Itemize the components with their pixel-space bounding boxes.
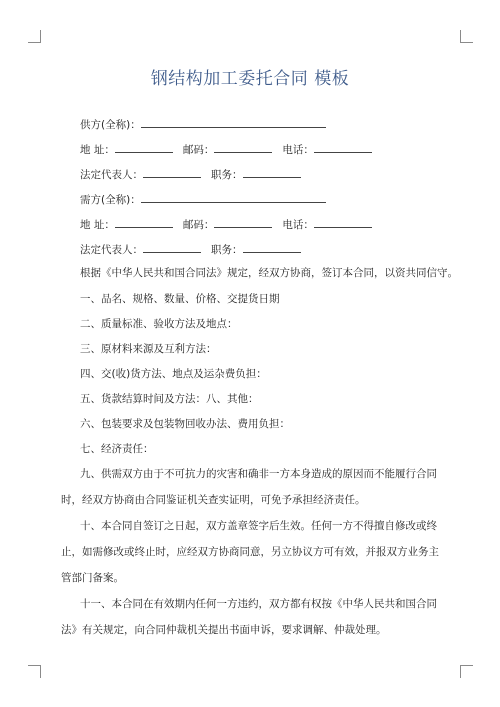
buyer-position-label: 职务： [211, 244, 243, 256]
clause-1: 一、品名、规格、数量、价格、交提货日期 [80, 293, 280, 305]
buyer-postcode-blank [214, 216, 272, 228]
supplier-name-label: 供方(全称)： [80, 119, 141, 131]
buyer-rep-line [80, 241, 301, 257]
crop-mark-top-left [28, 30, 41, 43]
supplier-rep-blank [143, 166, 201, 178]
buyer-name-line [80, 191, 326, 207]
clause-5: 五、货款结算时间及方法：八、其他： [80, 393, 259, 405]
document-title: 钢结构加工委托合同 模板 [150, 69, 350, 89]
buyer-name-blank [141, 191, 326, 203]
buyer-rep-blank [143, 241, 201, 253]
paragraph-10 [61, 513, 446, 591]
buyer-position-blank [243, 241, 301, 253]
supplier-position-label: 职务： [211, 169, 243, 181]
supplier-phone-blank [314, 141, 372, 153]
buyer-phone-label: 电话： [282, 219, 314, 231]
crop-mark-top-right [460, 30, 473, 43]
paragraph-11 [61, 591, 446, 643]
clause-4: 四、交(收)货方法、地点及运杂费负担： [80, 368, 267, 380]
clause-2: 二、质量标准、验收方法及地点： [80, 318, 238, 330]
supplier-name-line [80, 116, 326, 132]
supplier-address-blank [115, 141, 173, 153]
paragraph-11-text: 十一、本合同在有效期内任何一方违约，双方都有权按《中华人民共和国合同法》有关规定，向合同仲裁机关提出书面申诉，要求调解、仲裁处理。 [61, 598, 437, 636]
paragraph-10-text: 十、本合同自签订之日起，双方盖章签字后生效。任何一方不得擅自修改或终止，如需修改或终止时，应经双方协商同意，另立协议方可有效，并报双方业务主管部门备案。 [61, 520, 439, 584]
supplier-postcode-label: 邮码： [182, 144, 215, 156]
buyer-rep-label: 法定代表人： [80, 244, 143, 256]
clause-7: 七、经济责任： [80, 443, 154, 455]
supplier-rep-label: 法定代表人： [80, 169, 143, 181]
paragraph-9 [61, 461, 446, 513]
buyer-name-label: 需方(全称)： [80, 194, 141, 206]
buyer-address-line [80, 216, 372, 232]
crop-mark-bottom-left [28, 665, 41, 678]
supplier-name-blank [141, 116, 326, 128]
supplier-address-line [80, 141, 372, 157]
buyer-address-label: 地 址： [80, 219, 115, 231]
buyer-address-blank [115, 216, 173, 228]
intro-text: 根据《中华人民共和国合同法》规定，经双方协商，签订本合同，以资共同信守。 [80, 267, 458, 279]
supplier-rep-line [80, 166, 301, 182]
crop-mark-bottom-right [460, 665, 473, 678]
buyer-phone-blank [314, 216, 372, 228]
paragraph-9-text: 九、供需双方由于不可抗力的灾害和确非一方本身造成的原因而不能履行合同时，经双方协商由合同鉴证机关查实证明，可免予承担经济责任。 [61, 468, 437, 506]
supplier-position-blank [243, 166, 301, 178]
clause-6: 六、包装要求及包装物回收办法、费用负担： [80, 418, 290, 430]
clause-3: 三、原材料来源及互利方法： [80, 343, 217, 355]
supplier-phone-label: 电话： [282, 144, 314, 156]
buyer-postcode-label: 邮码： [182, 219, 215, 231]
supplier-address-label: 地 址： [80, 144, 115, 156]
supplier-postcode-blank [214, 141, 272, 153]
